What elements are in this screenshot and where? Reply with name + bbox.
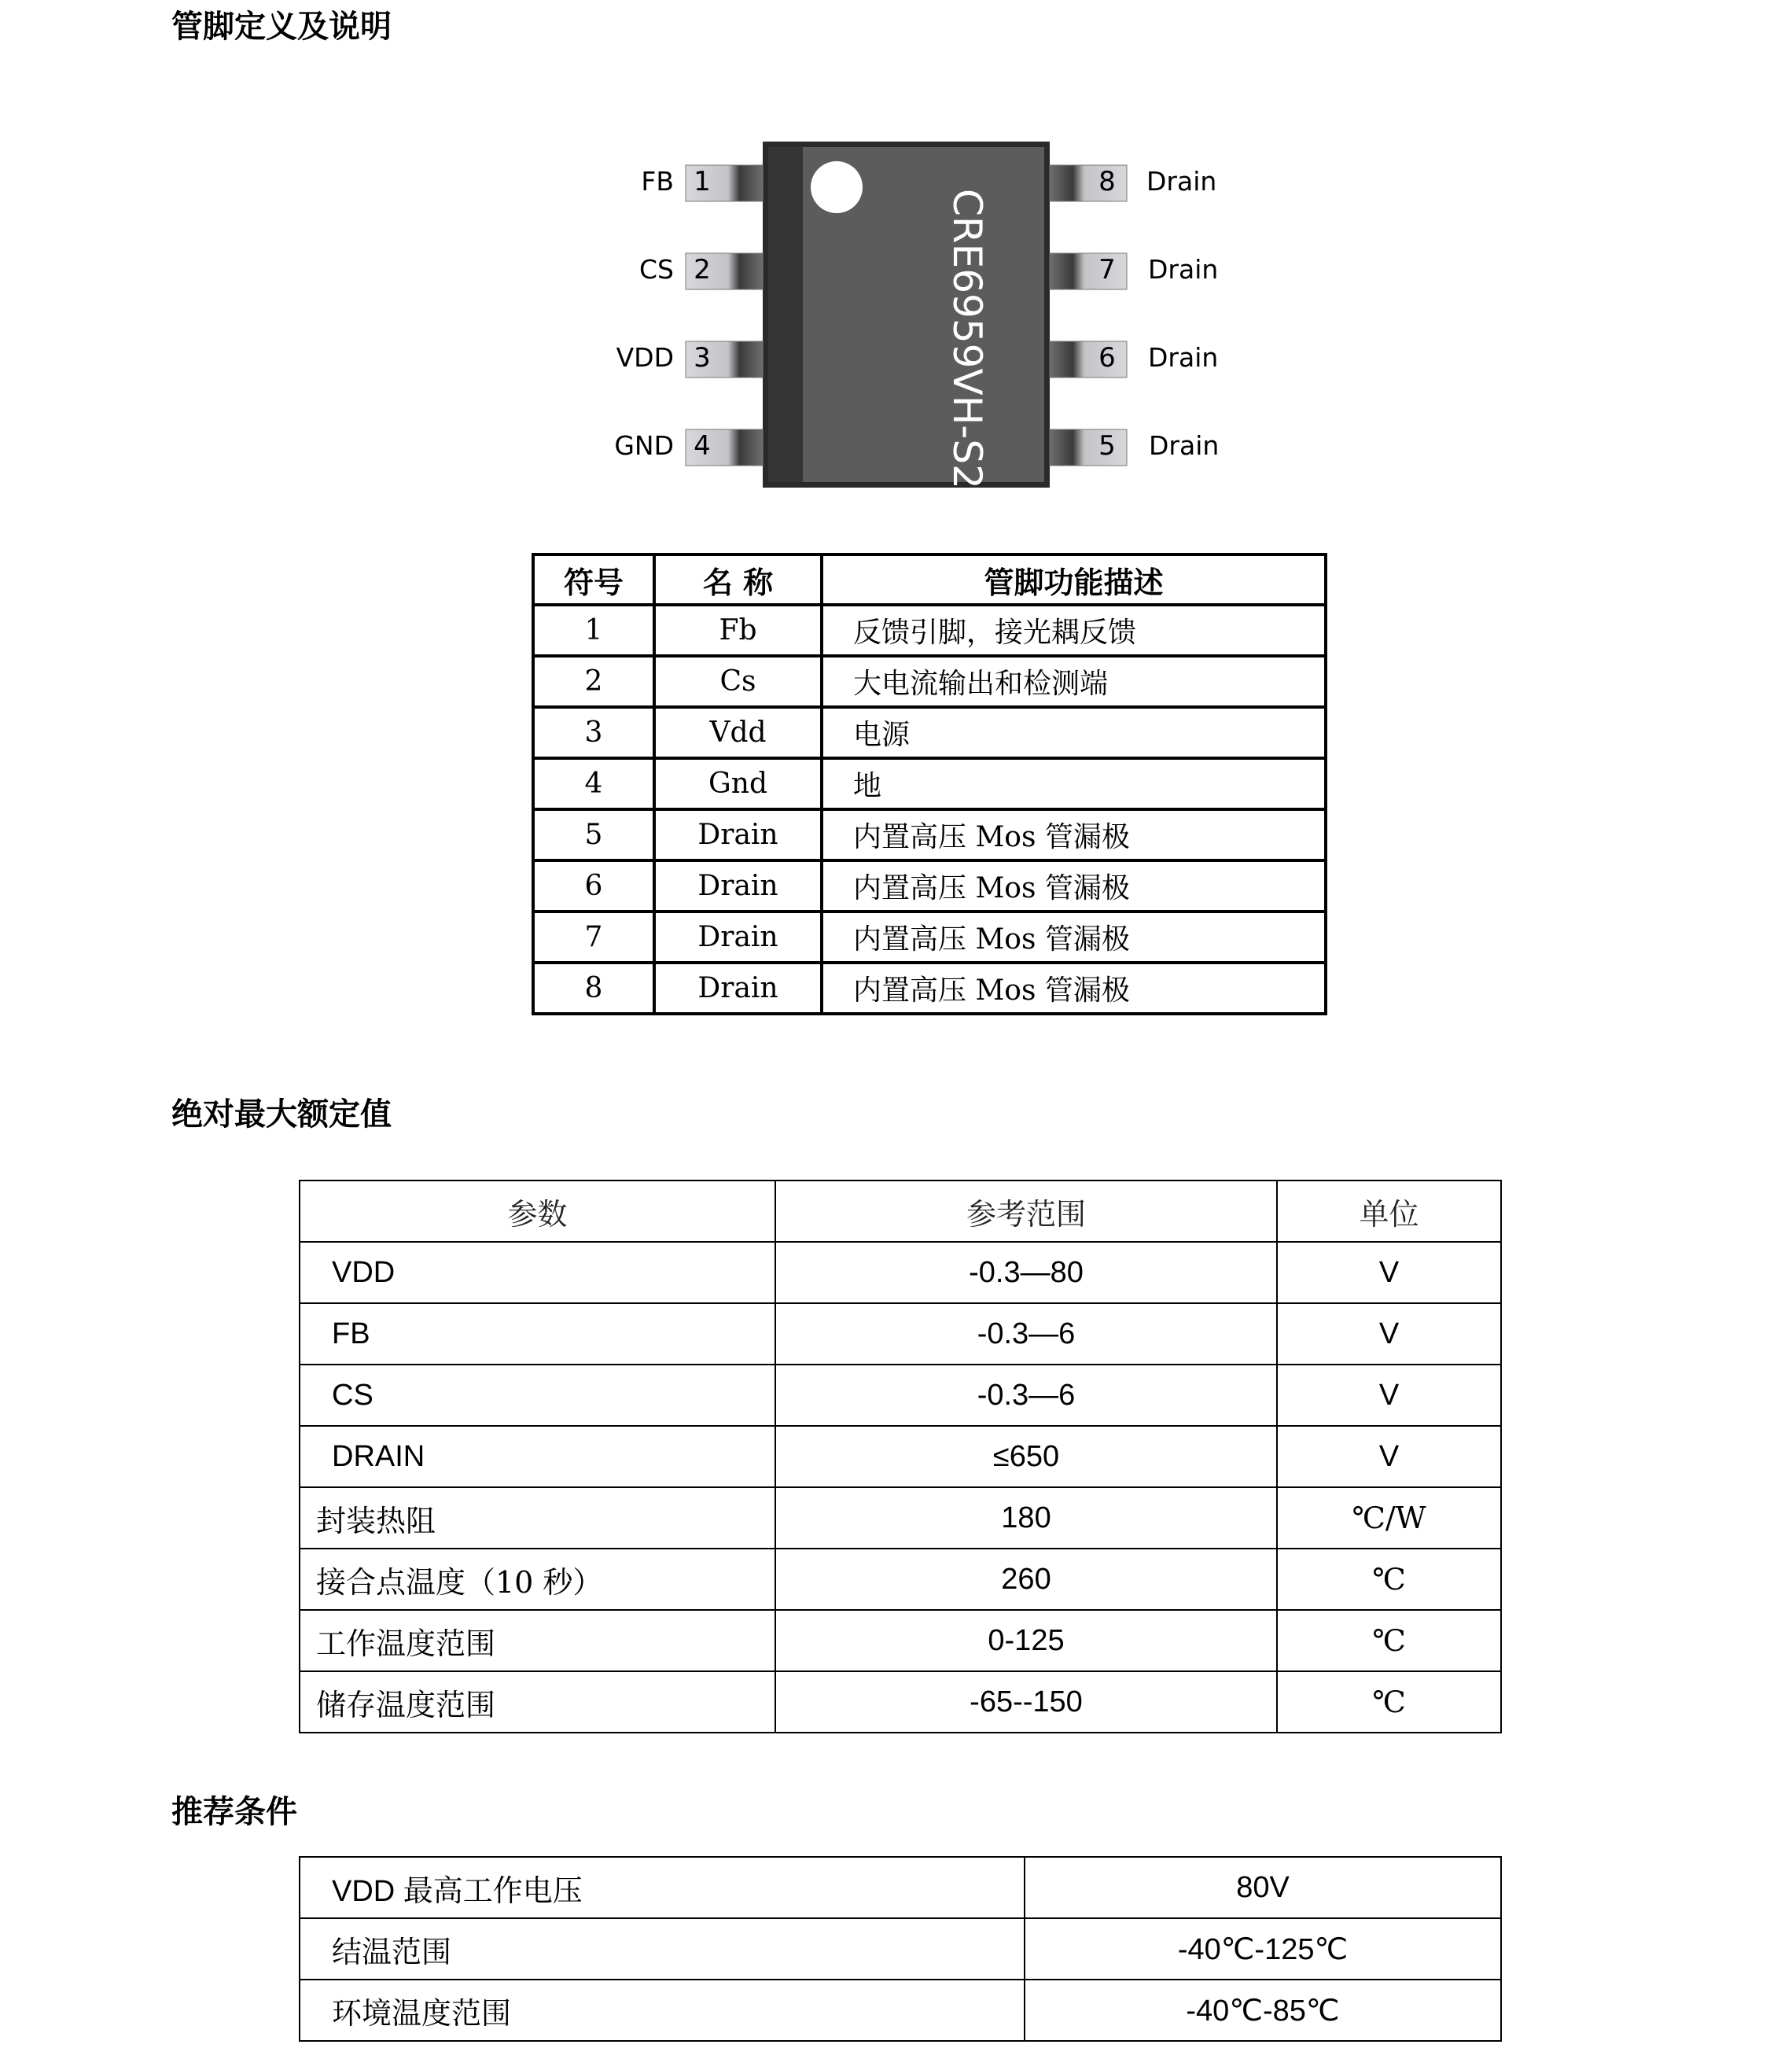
condition-value: -40℃-125℃ [1025, 1918, 1501, 1980]
param-name: 接合点温度（10 秒） [300, 1549, 775, 1610]
pin-4-label: GND [614, 430, 674, 461]
abs-table-header [300, 1181, 1501, 1242]
param-range: ≤650 [775, 1426, 1277, 1487]
param-name: CS [300, 1365, 775, 1426]
pin-1-label: FB [641, 166, 674, 197]
pin-2-number: 2 [694, 254, 711, 285]
pin-symbol: 7 [533, 912, 654, 963]
param-range: 0-125 [775, 1610, 1277, 1671]
param-range: -65--150 [775, 1671, 1277, 1733]
param-range: -0.3—6 [775, 1365, 1277, 1426]
table-row [300, 1365, 1501, 1426]
pin-symbol: 1 [533, 605, 654, 656]
pin-7-label: Drain [1148, 254, 1219, 285]
pin-symbol: 5 [533, 809, 654, 860]
condition-name: VDD 最高工作电压 [300, 1857, 1025, 1918]
pin-description: 内置高压 Mos 管漏极 [822, 860, 1326, 912]
param-range: 260 [775, 1549, 1277, 1610]
absolute-max-table [299, 1180, 1502, 1733]
section-title-pin-definition: 管脚定义及说明 [171, 9, 392, 45]
param-unit: V [1277, 1303, 1501, 1365]
table-row [300, 1303, 1501, 1365]
pin-table [532, 553, 1327, 1015]
pin-6-label: Drain [1148, 342, 1219, 373]
section-title-recommended: 推荐条件 [171, 1794, 297, 1830]
pin-1-number: 1 [694, 166, 711, 197]
pin-description: 内置高压 Mos 管漏极 [822, 912, 1326, 963]
table-row [533, 707, 1326, 758]
pin-description: 大电流输出和检测端 [822, 656, 1326, 707]
pin-name: Drain [654, 963, 822, 1014]
table-row [533, 656, 1326, 707]
pin-7-number: 7 [1098, 254, 1116, 285]
pin-description: 内置高压 Mos 管漏极 [822, 809, 1326, 860]
condition-name: 结温范围 [300, 1918, 1025, 1980]
pin-8-number: 8 [1098, 166, 1116, 197]
table-row [300, 1242, 1501, 1303]
header-name: 名 称 [654, 554, 822, 605]
header-description: 管脚功能描述 [822, 554, 1326, 605]
pin-3-number: 3 [694, 342, 711, 374]
table-row [300, 1549, 1501, 1610]
pin-description: 反馈引脚，接光耦反馈 [822, 605, 1326, 656]
chip-body-edge [768, 147, 803, 482]
pin-8-label: Drain [1146, 166, 1217, 197]
section-title-absolute-max: 绝对最大额定值 [171, 1096, 392, 1133]
pin-table-header [533, 554, 1326, 605]
condition-value: -40℃-85℃ [1025, 1980, 1501, 2041]
pin-5-label: Drain [1149, 430, 1220, 461]
table-row [300, 1918, 1501, 1980]
param-unit: ℃/W [1277, 1487, 1501, 1549]
pin-symbol: 4 [533, 758, 654, 809]
param-unit: ℃ [1277, 1671, 1501, 1733]
table-row [300, 1857, 1501, 1918]
pin-name: Drain [654, 860, 822, 912]
param-range: -0.3—80 [775, 1242, 1277, 1303]
table-row [300, 1980, 1501, 2041]
table-row [300, 1610, 1501, 1671]
header-symbol: 符号 [533, 554, 654, 605]
pin-symbol: 6 [533, 860, 654, 912]
param-range: 180 [775, 1487, 1277, 1549]
part-number: CRE6959VH-S2 [944, 189, 990, 489]
table-row [533, 912, 1326, 963]
param-name: DRAIN [300, 1426, 775, 1487]
param-name: VDD [300, 1242, 775, 1303]
param-unit: V [1277, 1365, 1501, 1426]
pin1-dot-icon [811, 161, 863, 213]
param-unit: ℃ [1277, 1549, 1501, 1610]
table-row [533, 809, 1326, 860]
condition-name: 环境温度范围 [300, 1980, 1025, 2041]
pin-name: Gnd [654, 758, 822, 809]
table-row [533, 963, 1326, 1014]
table-row [300, 1487, 1501, 1549]
pin-6-number: 6 [1098, 342, 1116, 374]
pin-4-number: 4 [694, 430, 711, 462]
param-unit: V [1277, 1426, 1501, 1487]
header-range: 参考范围 [775, 1181, 1277, 1242]
pin-name: Cs [654, 656, 822, 707]
pin-name: Fb [654, 605, 822, 656]
param-unit: ℃ [1277, 1610, 1501, 1671]
param-name: 储存温度范围 [300, 1671, 775, 1733]
pin-description: 地 [822, 758, 1326, 809]
recommended-table [299, 1856, 1502, 2042]
table-row [533, 860, 1326, 912]
param-range: -0.3—6 [775, 1303, 1277, 1365]
table-row [300, 1671, 1501, 1733]
header-parameter: 参数 [300, 1181, 775, 1242]
pin-symbol: 2 [533, 656, 654, 707]
condition-value: 80V [1025, 1857, 1501, 1918]
table-row [300, 1426, 1501, 1487]
param-name: FB [300, 1303, 775, 1365]
pin-name: Drain [654, 809, 822, 860]
param-name: 封装热阻 [300, 1487, 775, 1549]
pin-3-label: VDD [616, 342, 674, 373]
table-row [533, 605, 1326, 656]
pin-description: 内置高压 Mos 管漏极 [822, 963, 1326, 1014]
pin-description: 电源 [822, 707, 1326, 758]
pin-symbol: 3 [533, 707, 654, 758]
pin-name: Vdd [654, 707, 822, 758]
pin-5-number: 5 [1098, 430, 1116, 462]
pin-symbol: 8 [533, 963, 654, 1014]
header-unit: 单位 [1277, 1181, 1501, 1242]
param-unit: V [1277, 1242, 1501, 1303]
param-name: 工作温度范围 [300, 1610, 775, 1671]
table-row [533, 758, 1326, 809]
pin-2-label: CS [639, 254, 674, 285]
pin-name: Drain [654, 912, 822, 963]
chip-body [768, 147, 1044, 489]
